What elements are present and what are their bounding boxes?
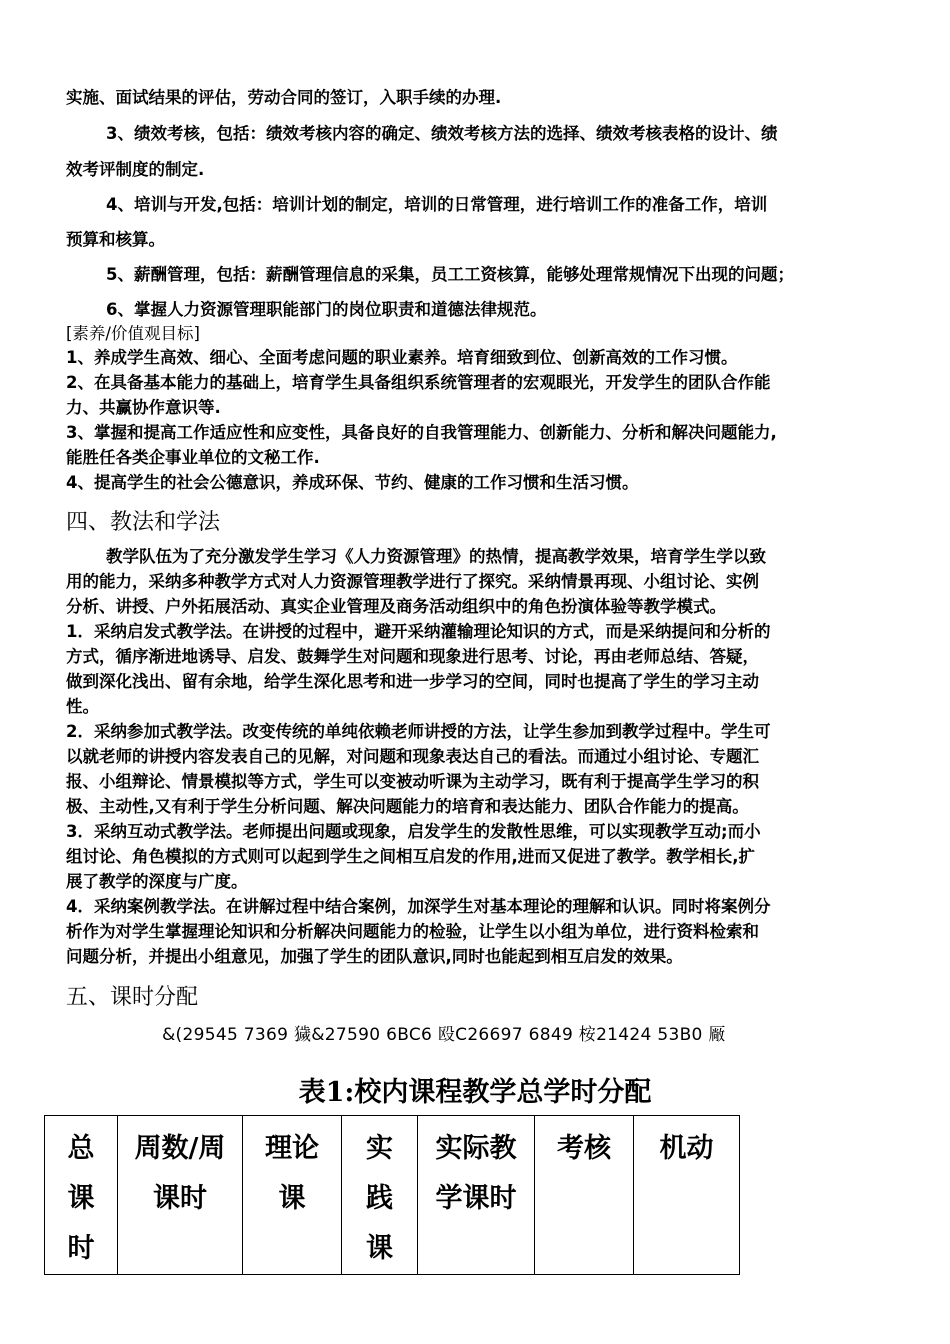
text-line: 1、养成学生高效、细心、全面考虑问题的职业素养。培育细致到位、创新高效的工作习惯。 [66, 348, 738, 367]
table-title: 表1:校内课程教学总学时分配 [298, 1077, 652, 1108]
text-line: 方式，循序渐进地诱导、启发、鼓舞学生对问题和现象进行思考、讨论，再由老师总结、答疑， [66, 647, 759, 666]
text-line: 2．采纳参加式教学法。改变传统的单纯依赖老师讲授的方法，让学生参加到教学过程中。学生可 [66, 722, 771, 741]
section-heading-hours: 五、课时分配 [66, 985, 199, 1010]
text-line: 5、薪酬管理，包括：薪酬管理信息的采集，员工工资核算，能够处理常规情况下出现的问题； [106, 265, 794, 284]
header-practice: 实践课 [342, 1116, 418, 1275]
text-line: 预算和核算。 [66, 230, 165, 249]
text-line: 4、提高学生的社会公德意识，养成环保、节约、健康的工作习惯和生活习惯。 [66, 473, 639, 492]
text-line: 6、掌握人力资源管理职能部门的岗位职责和道德法律规范。 [106, 300, 547, 319]
text-line: 报、小组辩论、情景模拟等方式，学生可以变被动听课为主动学习，既有利于提高学生学习的积 [66, 772, 759, 791]
hours-table [44, 1115, 740, 1275]
text-line: 做到深化浅出、留有余地，给学生深化思考和进一步学习的空间，同时也提高了学生的学习主动 [66, 672, 759, 691]
text-line: 4．采纳案例教学法。在讲解过程中结合案例，加深学生对基本理论的理解和认识。同时将案例分 [66, 897, 771, 916]
header-theory: 理论课 [243, 1116, 342, 1275]
text-line: 教学队伍为了充分激发学生学习《人力资源管理》的热情，提高教学效果，培育学生学以致 [106, 547, 766, 566]
section-heading-teaching-methods: 四、教法和学法 [66, 510, 221, 535]
text-line: 分析、讲授、户外拓展活动、真实企业管理及商务活动组织中的角色扮演体验等教学模式。 [66, 597, 726, 616]
garbled-text: &(29545 7369 獩&27590 6BC6 殴C26697 6849 桉21424 53B0 厰 [162, 1025, 726, 1045]
header-flexible: 机动 [634, 1116, 740, 1275]
header-actual-hours: 实际教学课时 [418, 1116, 535, 1275]
text-line: 问题分析，并提出小组意见，加强了学生的团队意识,同时也能起到相互启发的效果。 [66, 947, 683, 966]
text-line: 展了教学的深度与广度。 [66, 872, 248, 891]
header-total-hours: 总课时 [45, 1116, 118, 1275]
text-line: 4、培训与开发,包括：培训计划的制定，培训的日常管理，进行培训工作的准备工作，培训 [106, 195, 768, 214]
text-line: 效考评制度的制定. [66, 160, 205, 179]
text-line: [素养/价值观目标] [66, 324, 200, 343]
text-line: 3．采纳互动式教学法。老师提出问题或现象，启发学生的发散性思维，可以实现教学互动;而小 [66, 822, 761, 841]
text-line: 3、绩效考核，包括：绩效考核内容的确定、绩效考核方法的选择、绩效考核表格的设计、绩 [106, 124, 778, 143]
text-line: 性。 [66, 697, 99, 716]
text-line: 3、掌握和提高工作适应性和应变性，具备良好的自我管理能力、创新能力、分析和解决问题能力, [66, 423, 777, 442]
table-header-row [45, 1116, 740, 1275]
text-line: 用的能力，采纳多种教学方式对人力资源管理教学进行了探究。采纳情景再现、小组讨论、实例 [66, 572, 759, 591]
header-assessment: 考核 [535, 1116, 634, 1275]
text-line: 力、共赢协作意识等. [66, 398, 221, 417]
text-line: 实施、面试结果的评估，劳动合同的签订，入职手续的办理. [66, 88, 502, 107]
text-line: 析作为对学生掌握理论知识和分析解决问题能力的检验，让学生以小组为单位，进行资料检索和 [66, 922, 759, 941]
text-line: 组讨论、角色模拟的方式则可以起到学生之间相互启发的作用,进而又促进了教学。教学相长,扩 [66, 847, 756, 866]
text-line: 2、在具备基本能力的基础上，培育学生具备组织系统管理者的宏观眼光，开发学生的团队合作能 [66, 373, 771, 392]
text-line: 以就老师的讲授内容发表自己的见解，对问题和现象表达自己的看法。而通过小组讨论、专题汇 [66, 747, 759, 766]
text-line: 能胜任各类企事业单位的文秘工作. [66, 448, 320, 467]
text-line: 极、主动性,又有利于学生分析问题、解决问题能力的培育和表达能力、团队合作能力的提高。 [66, 797, 749, 816]
header-weeks: 周数/周课时 [118, 1116, 243, 1275]
text-line: 1．采纳启发式教学法。在讲授的过程中，避开采纳灌输理论知识的方式，而是采纳提问和分析的 [66, 622, 771, 641]
